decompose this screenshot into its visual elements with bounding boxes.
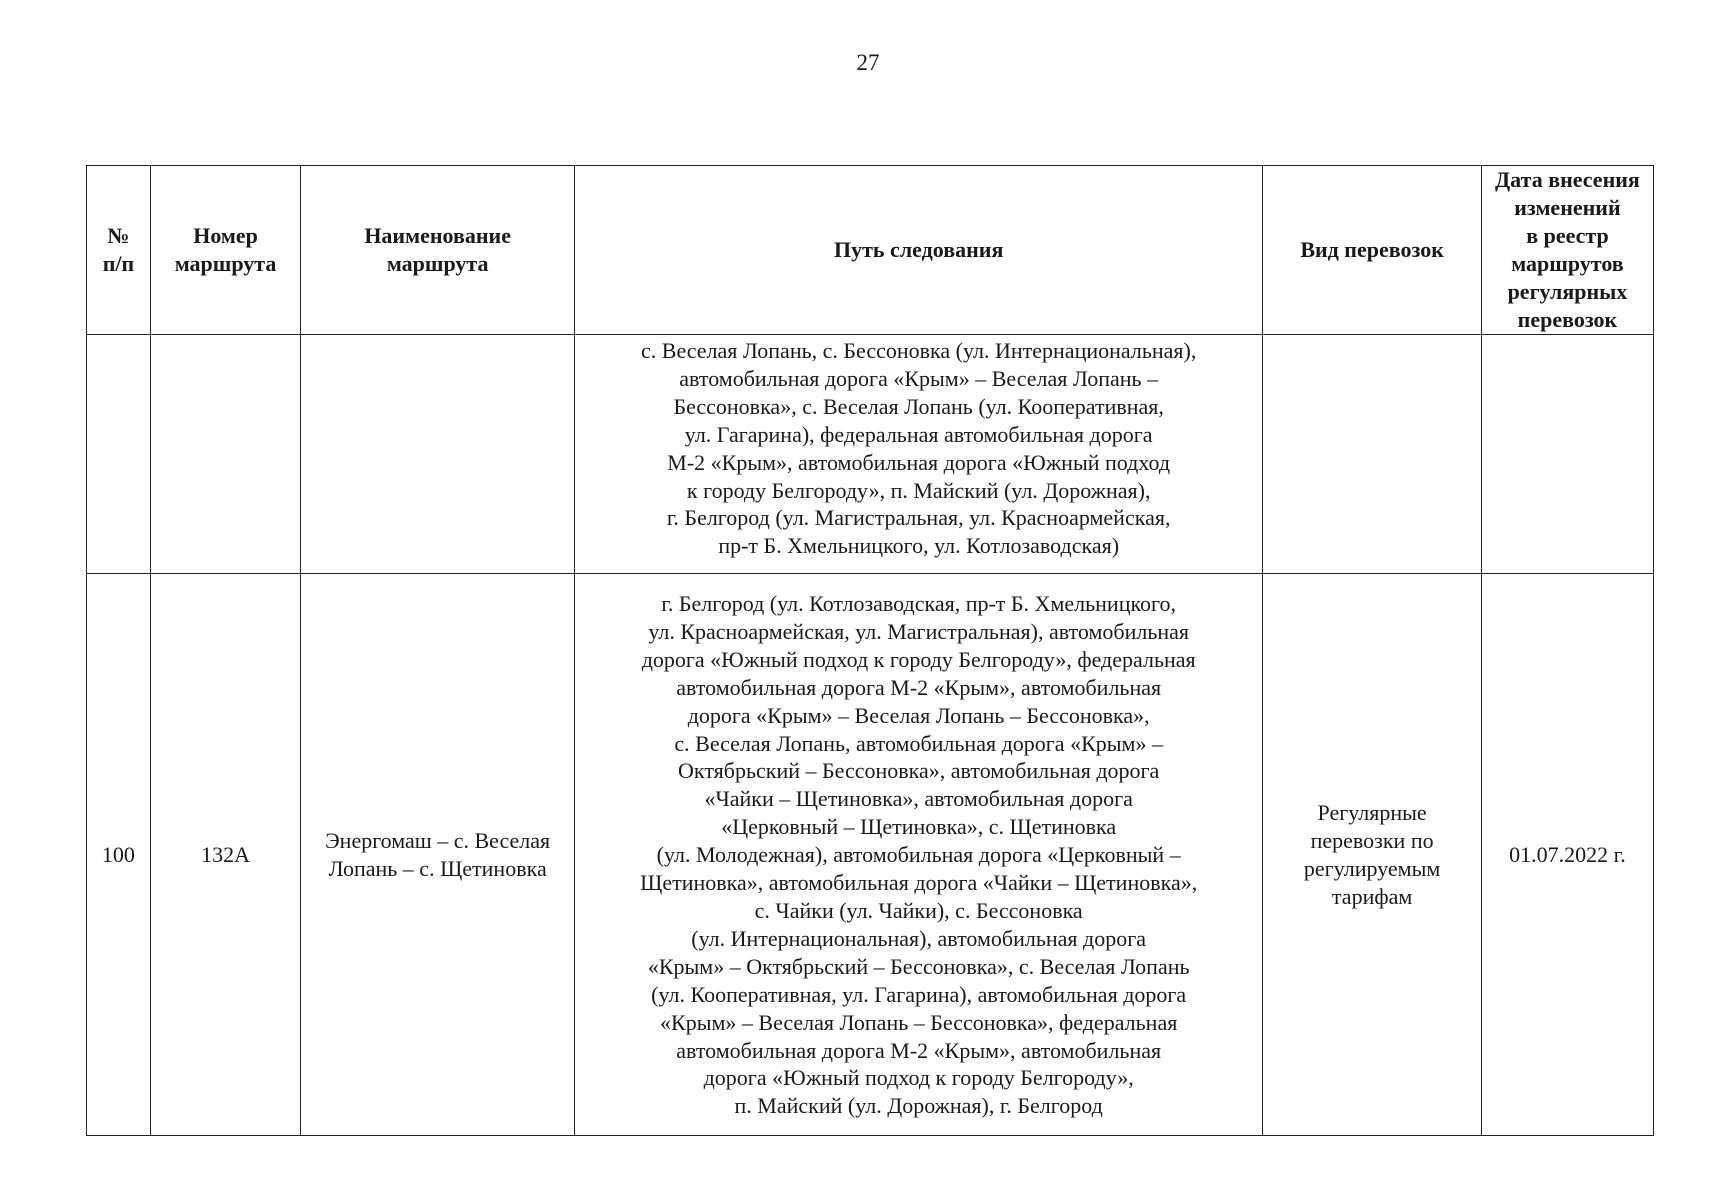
cell-transport-type: Регулярные перевозки по регулируемым тарифам [1263, 574, 1482, 1136]
routes-table [86, 165, 1654, 1136]
cell-change-date [1481, 335, 1653, 574]
cell-path: с. Веселая Лопань, с. Бессоновка (ул. Интернациональная), автомобильная дорога «Крым» – Веселая Лопань – Бессоновка», с. Веселая Лопань (ул. Кооперативная, ул. Гагарина), федеральная автомобильная дорога М-2 «Крым», автомобильная дорога «Южный подход к городу Белгороду», п. Майский (ул. Дорожная), г. Белгород (ул. Магистральная, ул. Красноармейская, пр-т Б. Хмельницкого, ул. Котлозаводская) [575, 335, 1263, 574]
cell-transport-type [1263, 335, 1482, 574]
page-number: 27 [856, 50, 880, 75]
cell-change-date: 01.07.2022 г. [1481, 574, 1653, 1136]
header-transport-type: Вид перевозок [1263, 166, 1482, 335]
cell-route-number: 132А [150, 574, 300, 1136]
cell-num: 100 [87, 574, 151, 1136]
cell-num [87, 335, 151, 574]
cell-route-number [150, 335, 300, 574]
table-row [87, 335, 1654, 574]
header-change-date: Дата внесения изменений в реестр маршрутов регулярных перевозок [1481, 166, 1653, 335]
header-num: № п/п [87, 166, 151, 335]
cell-route-name: Энергомаш – с. Веселая Лопань – с. Щетиновка [301, 574, 575, 1136]
header-route-name: Наименование маршрута [301, 166, 575, 335]
table-header-row [87, 166, 1654, 335]
header-path: Путь следования [575, 166, 1263, 335]
table-row [87, 574, 1654, 1136]
cell-route-name [301, 335, 575, 574]
cell-path: г. Белгород (ул. Котлозаводская, пр-т Б. Хмельницкого, ул. Красноармейская, ул. Магистральная), автомобильная дорога «Южный подход к городу Белгороду», федеральная автомобильная дорога М-2 «Крым», автомобильная дорога «Крым» – Веселая Лопань – Бессоновка», с. Веселая Лопань, автомобильная дорога «Крым» – Октябрьский – Бессоновка», автомобильная дорога «Чайки – Щетиновка», автомобильная дорога «Церковный – Щетиновка», с. Щетиновка (ул. Молодежная), автомобильная дорога «Церковный – Щетиновка», автомобильная дорога «Чайки – Щетиновка», с. Чайки (ул. Чайки), с. Бессоновка (ул. Интернациональная), автомобильная дорога «Крым» – Октябрьский – Бессоновка», с. Веселая Лопань (ул. Кооперативная, ул. Гагарина), автомобильная дорога «Крым» – Веселая Лопань – Бессоновка», федеральная автомобильная дорога М-2 «Крым», автомобильная дорога «Южный подход к городу Белгороду», п. Майский (ул. Дорожная), г. Белгород [575, 574, 1263, 1136]
header-route-number: Номер маршрута [150, 166, 300, 335]
